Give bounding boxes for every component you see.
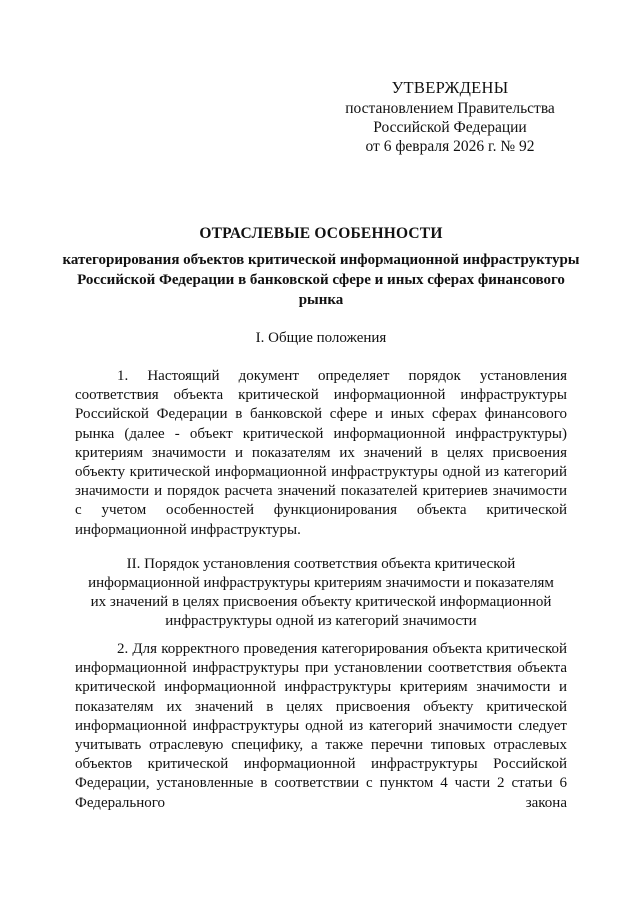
paragraph-1-text: 1. Настоящий документ определяет порядок установления соответствия объекта критической информационной инфраструктуры Российской Федерации в банковской сфере и иных сферах финансового рынка (далее - объект критической информационной инфраструктуры) критериям значимости и показателям их значений в целях присвоения объекту критической информационной инфраструктуры одной из категорий значимости и порядок расчета значений показателей критериев значимости с учетом особенностей функционирования объекта критической информационной инфраструктуры. bbox=[75, 368, 567, 538]
section-heading-1: I. Общие положения bbox=[255, 330, 387, 346]
paragraph-2-text: 2. Для корректного проведения категорирования объекта критической информационной инфраструктуры при установлении соответствия объекта критической информационной инфраструктуры критериям значимости и показателям их значений в целях присвоения объекту критической информационной инфраструктуры одной из категорий значимости следует учитывать отраслевую специфику, а также перечни типовых отраслевых объектов критической информационной инфраструктуры Российской Федерации, установленные в соответствии с пунктом 4 части 2 статьи 6 Федерального закона bbox=[75, 641, 567, 811]
approval-title: УТВЕРЖДЕНЫ bbox=[391, 78, 509, 97]
approval-stamp bbox=[330, 78, 570, 156]
document-subtitle bbox=[60, 250, 582, 310]
document-title: ОТРАСЛЕВЫЕ ОСОБЕННОСТИ bbox=[199, 225, 443, 242]
paragraph-1 bbox=[75, 367, 567, 540]
approval-line-1: постановлением Правительства bbox=[345, 100, 555, 117]
approval-line-3: от 6 февраля 2026 г. № 92 bbox=[365, 138, 535, 155]
section-heading-2: II. Порядок установления соответствия объекта критической информационной инфраструктуры критериям значимости и показателям их значений в целях присвоения объекту критической информационной инфраструктуры одной из категорий значимости bbox=[88, 556, 554, 629]
paragraph-2 bbox=[75, 640, 567, 813]
approval-line-2: Российской Федерации bbox=[373, 119, 527, 136]
document-subtitle-text: категорирования объектов критической информационной инфраструктуры Российской Федерации в банковской сфере и иных сферах финансового рынка bbox=[62, 252, 580, 308]
